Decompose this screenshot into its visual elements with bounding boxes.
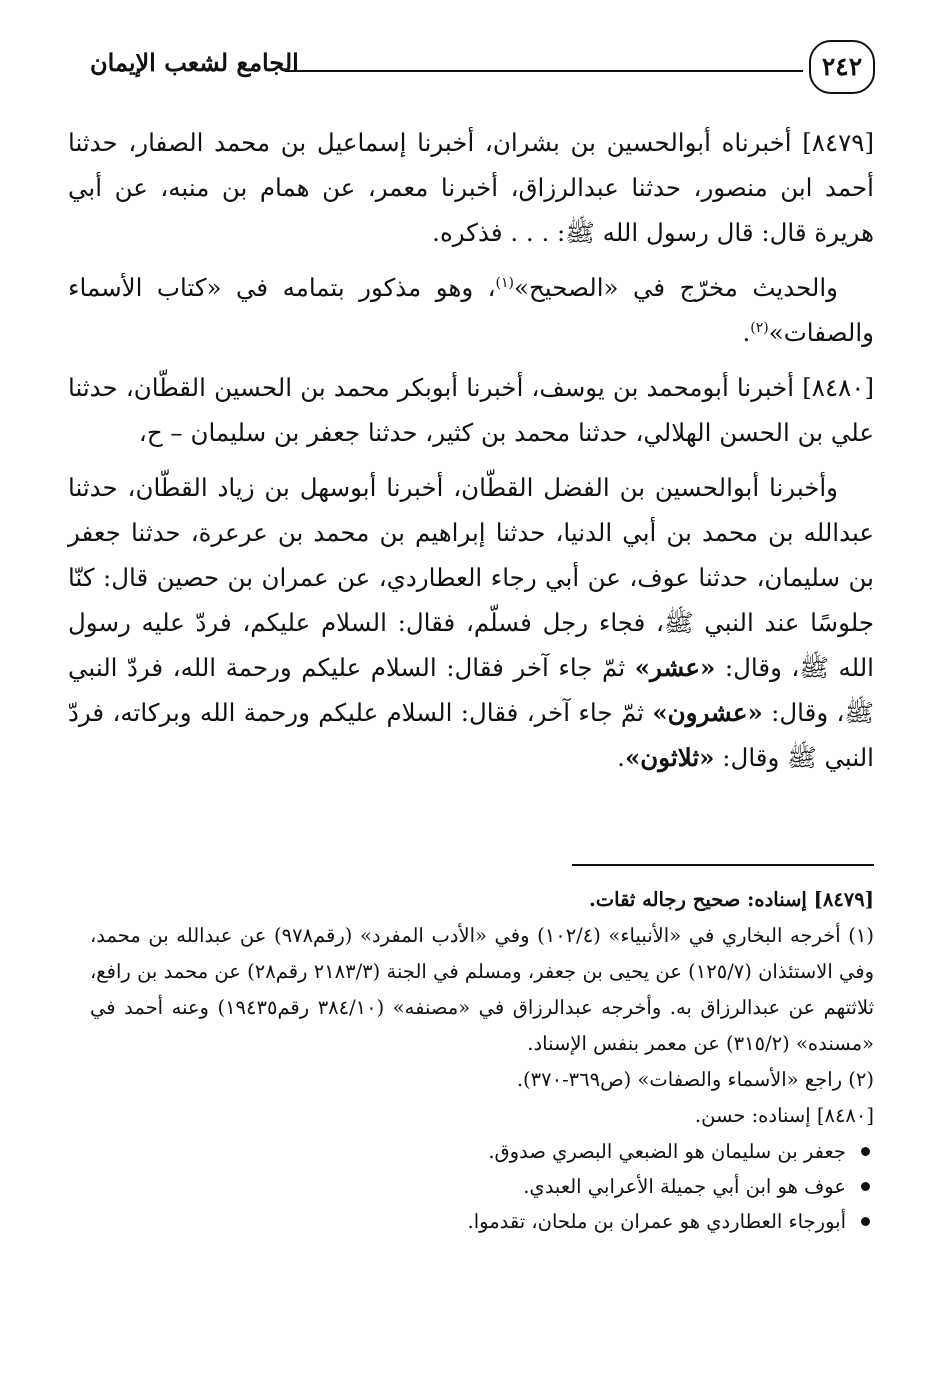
list-item-text: جعفر بن سليمان هو الضبعي البصري صدوق. (488, 1140, 846, 1163)
footnote-ref-1: (١) (495, 274, 514, 291)
hadith-text: ثمّ جاء آخر، فقال: السلام عليكم ورحمة الله وبركاته، فردّ النبي ﷺ وقال: (68, 698, 874, 772)
hadith-text: ثمّ جاء آخر فقال: السلام عليكم ورحمة الله، فردّ النبي ﷺ، وقال: (68, 653, 874, 727)
hadith-text: أخبرناه أبوالحسين بن بشران، أخبرنا إسماعيل بن محمد الصفار، حدثنا أحمد ابن منصور، حدثنا عبدالرزاق، أخبرنا معمر، عن همام بن منبه، عن أبي هريرة قال: قال رسول الله ﷺ: . . . فذكره. (68, 128, 874, 247)
commentary-text: . (742, 318, 751, 347)
commentary-text: ، وهو مذكور بتمامه في «كتاب الأسماء والصفات» (68, 273, 874, 347)
hadith-number: [٨٤٧٩] (802, 128, 874, 157)
bullet-icon (861, 1147, 870, 1156)
isnad-note-8480: [٨٤٨٠] إسناده: حسن. (694, 1104, 874, 1127)
hadith-text: أخبرنا أبومحمد بن يوسف، أخبرنا أبوبكر محمد بن الحسين القطّان، حدثنا علي بن الحسن الهلالي، حدثنا محمد بن كثير، حدثنا جعفر بن سليمان – ح، (68, 373, 874, 447)
list-item (90, 1134, 846, 1169)
list-item-text: أبورجاء العطاردي هو عمران بن ملحان، تقدموا. (467, 1210, 846, 1233)
narrator-list (90, 1134, 874, 1239)
hadith-8479 (68, 120, 874, 255)
list-item (90, 1204, 846, 1239)
footnote-2: (٢) راجع «الأسماء والصفات» (ص٣٦٩-٣٧٠). (516, 1068, 874, 1091)
footnote-1: (١) أخرجه البخاري في «الأنبياء» (١٠٢/٤) وفي «الأدب المفرد» (رقم٩٧٨) عن عبدالله بن محمد، وفي الاستئذان (١٢٥/٧) عن يحيى بن جعفر، ومسلم في الجنة (٢١٨٣/٣ رقم٢٨) عن محمد بن رافع، ثلاثتهم عن عبدالرزاق به. وأخرجه عبدالرزاق في «مصنفه» (٣٨٤/١٠ رقم١٩٤٣٥) وعنه أحمد في «مسنده» (٣١٥/٢) عن معمر بنفس الإسناد. (90, 924, 875, 1055)
emphasis-word: «عشر» (634, 653, 716, 682)
commentary-paragraph (68, 265, 874, 355)
main-text (68, 120, 874, 790)
bullet-icon (861, 1217, 870, 1226)
hadith-number: [٨٤٨٠] (802, 373, 874, 402)
hadith-text: . (617, 743, 625, 772)
hadith-8480 (68, 365, 874, 455)
footnote-ref-2: (٢) (750, 319, 769, 336)
running-title: الجامع لشعب الإيمان (90, 48, 299, 77)
hadith-8480-second-chain (68, 465, 874, 780)
emphasis-word: «عشرون» (652, 698, 763, 727)
emphasis-word: «ثلاثون» (624, 743, 715, 772)
hadith-text: وأخبرنا أبوالحسين بن الفضل القطّان، أخبرنا أبوسهل بن زياد القطّان، حدثنا عبدالله بن محمد بن أبي الدنيا، حدثنا إبراهيم بن محمد بن عرعرة، حدثنا جعفر بن سليمان، حدثنا عوف، عن أبي رجاء العطاردي، عن عمران بن حصين قال: كنّا جلوسًا عند النبي ﷺ، فجاء رجل فسلّم، فقال: السلام عليكم، فردّ عليه رسول الله ﷺ، وقال: (68, 473, 874, 682)
isnad-note-8479: [٨٤٧٩] إسناده: صحيح رجاله ثقات. (588, 888, 874, 911)
list-item (90, 1169, 846, 1204)
footnotes (90, 882, 874, 1239)
page-number-badge: ٢٤٢ (809, 40, 875, 94)
page-header (90, 40, 875, 102)
header-rule (285, 70, 803, 72)
footnote-separator (572, 864, 874, 866)
commentary-text: والحديث مخرّج في «الصحيح» (514, 273, 838, 302)
list-item-text: عوف هو ابن أبي جميلة الأعرابي العبدي. (523, 1175, 846, 1198)
bullet-icon (861, 1182, 870, 1191)
